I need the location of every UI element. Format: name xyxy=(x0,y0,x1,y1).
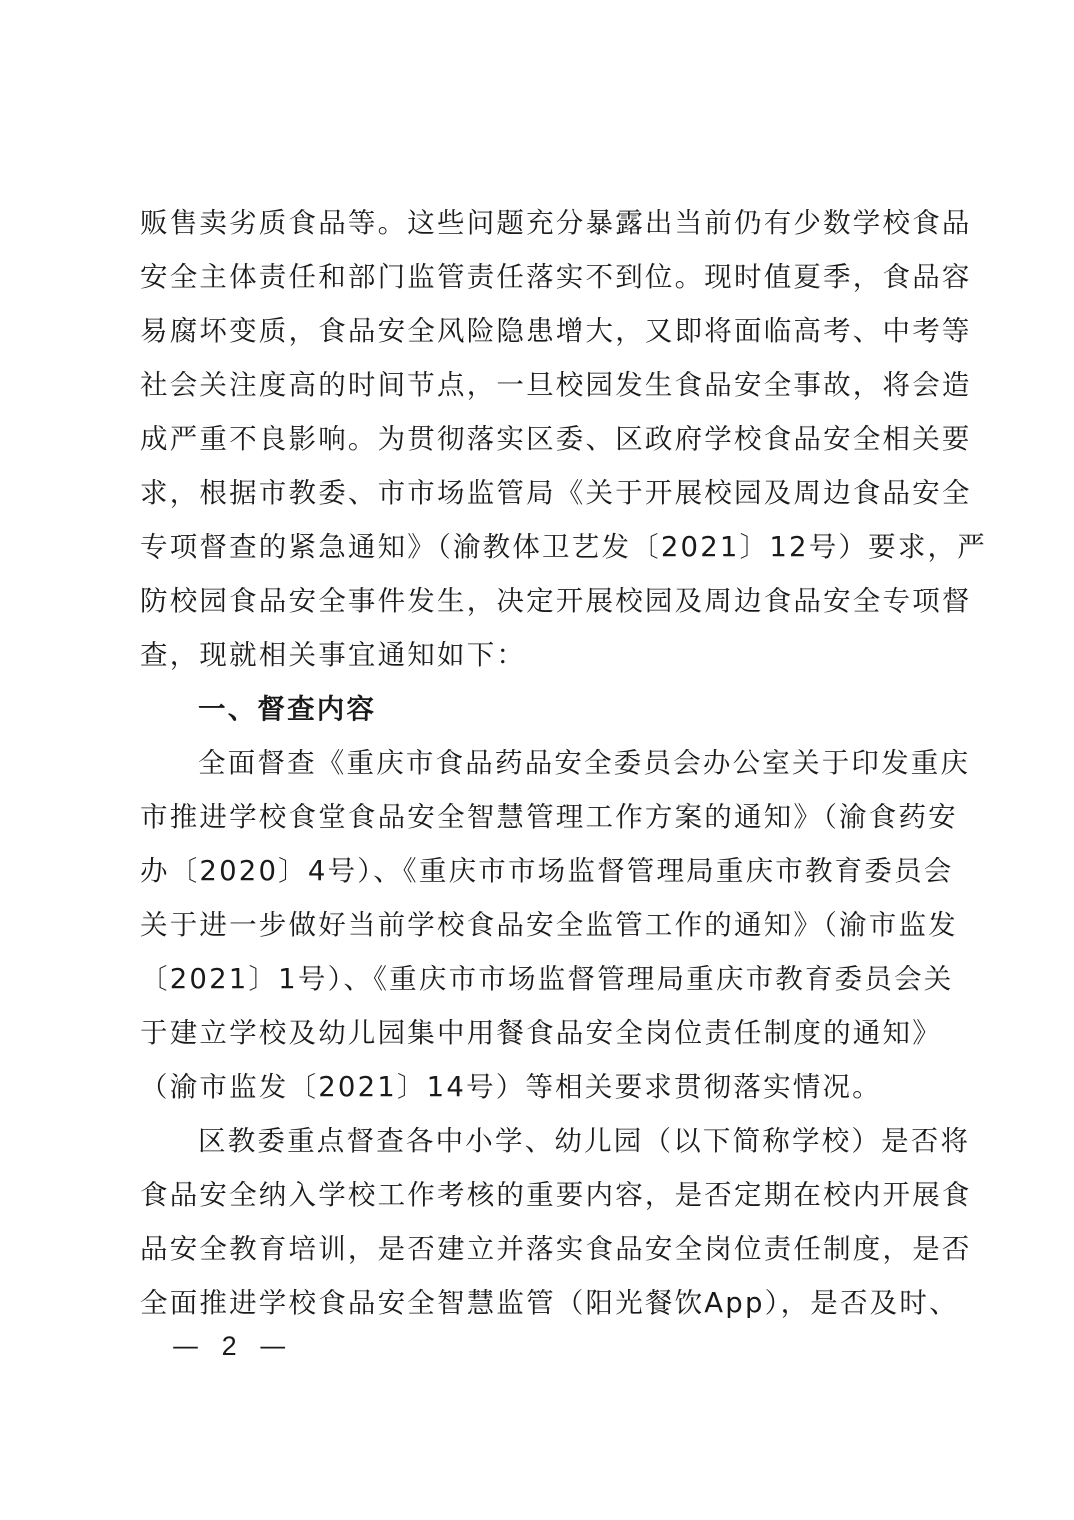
footer-dash-right: — xyxy=(259,1331,287,1362)
paragraph-3-line-2: 食品安全纳入学校工作考核的重要内容，是否定期在校内开展食 xyxy=(140,1179,972,1211)
paragraph-1-line-7: 专项督查的紧急通知》（渝教体卫艺发〔2021〕12号）要求，严 xyxy=(140,531,987,563)
paragraph-2-line-2: 市推进学校食堂食品安全智慧管理工作方案的通知》（渝食药安 xyxy=(140,801,958,833)
paragraph-2-line-1: 全面督查《重庆市食品药品安全委员会办公室关于印发重庆 xyxy=(198,747,971,779)
section-heading: 一、督查内容 xyxy=(198,693,377,725)
paragraph-3-line-1: 区教委重点督查各中小学、幼儿园（以下简称学校）是否将 xyxy=(198,1125,971,1157)
paragraph-1-line-5: 成严重不良影响。为贯彻落实区委、区政府学校食品安全相关要 xyxy=(140,423,972,455)
paragraph-1-line-3: 易腐坏变质，食品安全风险隐患增大，又即将面临高考、中考等 xyxy=(140,315,972,347)
paragraph-2-line-7: （渝市监发〔2021〕14号）等相关要求贯彻落实情况。 xyxy=(140,1071,882,1103)
paragraph-1-line-9: 查，现就相关事宜通知如下： xyxy=(140,639,527,671)
paragraph-1-line-1: 贩售卖劣质食品等。这些问题充分暴露出当前仍有少数学校食品 xyxy=(140,207,972,239)
paragraph-3-line-4: 全面推进学校食品安全智慧监管（阳光餐饮App），是否及时、 xyxy=(140,1287,959,1319)
page-number: 2 xyxy=(221,1331,237,1361)
paragraph-2-line-6: 于建立学校及幼儿园集中用餐食品安全岗位责任制度的通知》 xyxy=(140,1017,942,1049)
paragraph-1-line-4: 社会关注度高的时间节点，一旦校园发生食品安全事故，将会造 xyxy=(140,369,972,401)
body-text xyxy=(140,196,987,1330)
paragraph-1-line-2: 安全主体责任和部门监管责任落实不到位。现时值夏季，食品容 xyxy=(140,261,972,293)
paragraph-2-line-5: 〔2021〕1号）、《重庆市市场监督管理局重庆市教育委员会关 xyxy=(140,963,954,995)
paragraph-2-line-4: 关于进一步做好当前学校食品安全监管工作的通知》（渝市监发 xyxy=(140,909,958,941)
paragraph-1-line-8: 防校园食品安全事件发生，决定开展校园及周边食品安全专项督 xyxy=(140,585,972,617)
footer-dash-left: — xyxy=(172,1331,199,1362)
page-footer xyxy=(172,1326,286,1367)
paragraph-1-line-6: 求，根据市教委、市市场监管局《关于开展校园及周边食品安全 xyxy=(140,477,972,509)
paragraph-2-line-3: 办〔2020〕4号）、《重庆市市场监督管理局重庆市教育委员会 xyxy=(140,855,954,887)
paragraph-3-line-3: 品安全教育培训，是否建立并落实食品安全岗位责任制度，是否 xyxy=(140,1233,972,1265)
